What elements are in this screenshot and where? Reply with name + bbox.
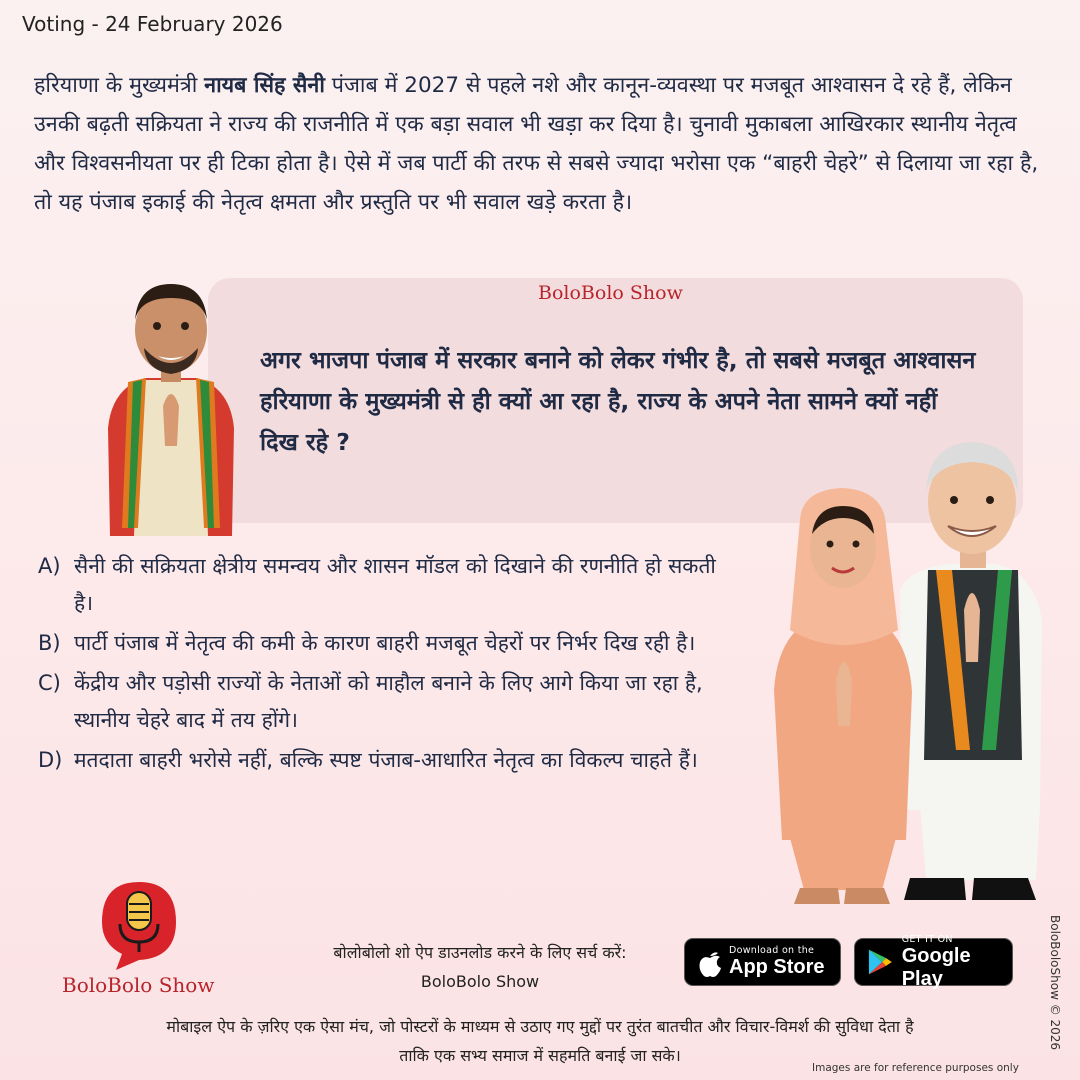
google-play-small-text: GET IT ON xyxy=(901,933,953,945)
punjab-leaders-caricature xyxy=(760,430,1050,915)
option-a[interactable] xyxy=(38,548,738,622)
intro-part-1: हरियाणा के मुख्यमंत्री xyxy=(34,73,205,98)
option-key: B) xyxy=(38,631,61,655)
apple-icon xyxy=(697,947,723,977)
question-brand: BoloBolo Show xyxy=(538,282,683,304)
option-key: D) xyxy=(38,748,63,772)
google-play-icon xyxy=(867,947,894,977)
footer-line-2: ताकि एक सभ्य समाज में सहमति बनाई जा सके। xyxy=(399,1046,681,1065)
option-text: सैनी की सक्रियता क्षेत्रीय समन्वय और शासन मॉडल को दिखाने की रणनीति हो सकती है। xyxy=(74,554,716,615)
date-label: Voting - 24 February 2026 xyxy=(22,12,283,36)
question-text: अगर भाजपा पंजाब में सरकार बनाने को लेकर गंभीर है, तो सबसे मजबूत आश्वासन हरियाणा के मुख्यमंत्री से ही क्यों आ रहा है, राज्य के अपने नेता सामने क्यों नहीं दिख रहे ? xyxy=(260,346,976,456)
app-store-small-text: Download on the xyxy=(729,945,815,956)
app-promo-line-1: बोलोबोलो शो ऐप डाउनलोड करने के लिए सर्च करें: xyxy=(333,943,627,962)
copyright-vertical xyxy=(1044,915,1064,1075)
option-c[interactable] xyxy=(38,665,738,739)
option-key: A) xyxy=(38,554,61,578)
option-text: मतदाता बाहरी भरोसे नहीं, बल्कि स्पष्ट पंजाब-आधारित नेतृत्व का विकल्प चाहते हैं। xyxy=(74,748,698,772)
app-store-big-text: App Store xyxy=(729,956,825,978)
options-list xyxy=(38,548,738,782)
google-play-badge[interactable] xyxy=(854,933,1013,990)
option-d[interactable] xyxy=(38,742,738,779)
option-text: पार्टी पंजाब में नेतृत्व की कमी के कारण बाहरी मजबूत चेहरों पर निर्भर दिख रही है। xyxy=(74,631,696,655)
logo-text: BoloBolo Show xyxy=(62,973,215,997)
app-promo-text xyxy=(290,938,670,996)
app-promo-line-2: BoloBolo Show xyxy=(420,972,540,991)
google-play-big-text: Google Play xyxy=(901,944,971,990)
option-key: C) xyxy=(38,671,61,695)
copyright-text: BoloBoloShow © 2026 xyxy=(1048,915,1062,1051)
intro-part-2: पंजाब में 2027 से पहले नशे और कानून-व्यवस्था पर मजबूत आश्वासन दे रहे हैं, लेकिन उनकी बढ़ती सक्रियता ने राज्य की राजनीति में एक बड़ा सवाल भी खड़ा कर दिया है। चुनावी मुकाबला आखिरकार स्थानीय नेतृत्व और विश्वसनीयता पर ही टिका होता है। ऐसे में जब पार्टी की तरफ से सबसे ज्यादा भरोसा एक “बाहरी चेहरे” से दिलाया जा रहा है, तो यह पंजाब इकाई की नेतृत्व क्षमता और प्रस्तुति पर भी सवाल खड़े करता है। xyxy=(34,73,1039,215)
intro-paragraph xyxy=(34,66,1044,222)
option-text: केंद्रीय और पड़ोसी राज्यों के नेताओं को माहौल बनाने के लिए आगे किया जा रहा है, स्थानीय चेहरे बाद में तय होंगे। xyxy=(74,671,703,732)
nayab-singh-saini-caricature xyxy=(100,278,242,536)
microphone-logo-icon xyxy=(96,878,182,972)
option-b[interactable] xyxy=(38,625,738,662)
disclaimer-text: Images are for reference purposes only xyxy=(812,1062,1019,1074)
intro-bold-name: नायब सिंह सैनी xyxy=(204,73,325,98)
footer-line-1: मोबाइल ऐप के ज़रिए एक ऐसा मंच, जो पोस्टरों के माध्यम से उठाए गए मुद्दों पर तुरंत बातचीत और विचार-विमर्श की सुविधा देता है xyxy=(166,1017,914,1036)
app-store-badge[interactable] xyxy=(684,938,841,986)
